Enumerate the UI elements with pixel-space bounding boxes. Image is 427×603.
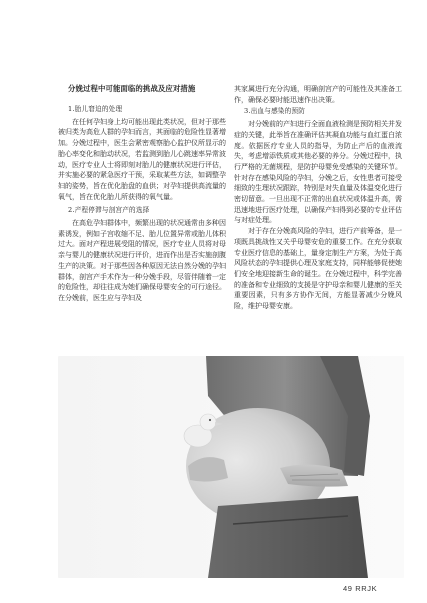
journal-code: RRJK <box>355 584 378 593</box>
photo-illustration <box>58 356 404 578</box>
section-heading-3: 3.出血与感染的预防 <box>244 107 306 116</box>
left-column <box>58 84 226 304</box>
section-1-paragraph: 在任何孕妇身上均可能出现此类状况，但对于那些被归类为高危人群的孕妇而言，其面临的危险性显著增加。分娩过程中，医生会紧密观察胎心监护仪所显示的胎心率变化和胎动状况，若监测到胎儿心跳速率异常波动，医疗专业人士将即刻对胎儿的健康状况进行评估，并实施必要的紧急医疗干预，采取某些方法，如调整孕妇的姿势，旨在优化胎盘的血供；对孕妇提供高流量的氧气，旨在优化胎儿所获得的氧气量。 <box>58 117 226 201</box>
section-2-paragraph-continued: 其家属进行充分沟通，明确剖宫产的可能性及其准备工作，确保必要时能迅速作出决策。 <box>234 85 402 104</box>
page-footer <box>343 584 377 593</box>
right-column <box>234 84 402 312</box>
section-3-paragraph-1: 对分娩前的产妇进行全面血液检测是预防相关并发症的关键，此举旨在准确评估其凝血功能与血红蛋白浓度。依据医疗专业人员的指导，为防止产后的血液流失，考虑增添铁质或其他必要的养分。分娩过程中，执行严格的无菌规程，是防护母婴免受感染的关键环节。针对存在感染风险的孕妇，分娩之后，女性患者可接受细致的生理状况跟踪，特别是对失血量及体温变化进行密切留意。一旦出现不正常的出血状况或体温升高，需迅速地进行医疗处理，以确保产妇得到必要的专业评估与对症处理。 <box>234 120 402 225</box>
section-3-paragraph-2: 对于存在分娩高风险的孕妇，进行产前筹备，是一项既具挑战性又关乎母婴安危的重要工作。在充分获取专业医疗信息的基础上，量身定制生产方案，为处于高风险状态的孕妇提供心理及家庭支持，同样能够促使她们安全地迎接新生命的诞生。在分娩过程中，科学完善的准备和专业细致的支援是守护母亲和婴儿健康的至关重要因素，只有多方协作无间，方能显著减少分娩风险，维护母婴安康。 <box>234 227 402 311</box>
page-number: 49 <box>343 584 353 593</box>
pregnant-woman-photo <box>58 356 404 578</box>
article-title: 分娩过程中可能面临的挑战及应对措施 <box>68 84 196 93</box>
section-heading-1: 1.胎儿窘迫的处理 <box>68 105 123 113</box>
section-2-paragraph: 在高危孕妇群体中，频繁出现的状况通常由多种因素诱发，例如子宫收缩不足、胎儿位置异常或胎儿体积过大。面对产程进展受阻的情况，医疗专业人员将对母亲与婴儿的健康状况进行评价，进而作出是否实施剖腹生产的决策。对于那些因各种原因无法自然分娩的孕妇群体，剖宫产手术作为一种分娩手段，尽管伴随着一定的危险性，却往往成为她们确保母婴安全的可行途径。在分娩前，医生应与孕妇及 <box>58 219 226 302</box>
section-heading-2: 2.产程停滞与剖宫产的选择 <box>68 206 150 215</box>
